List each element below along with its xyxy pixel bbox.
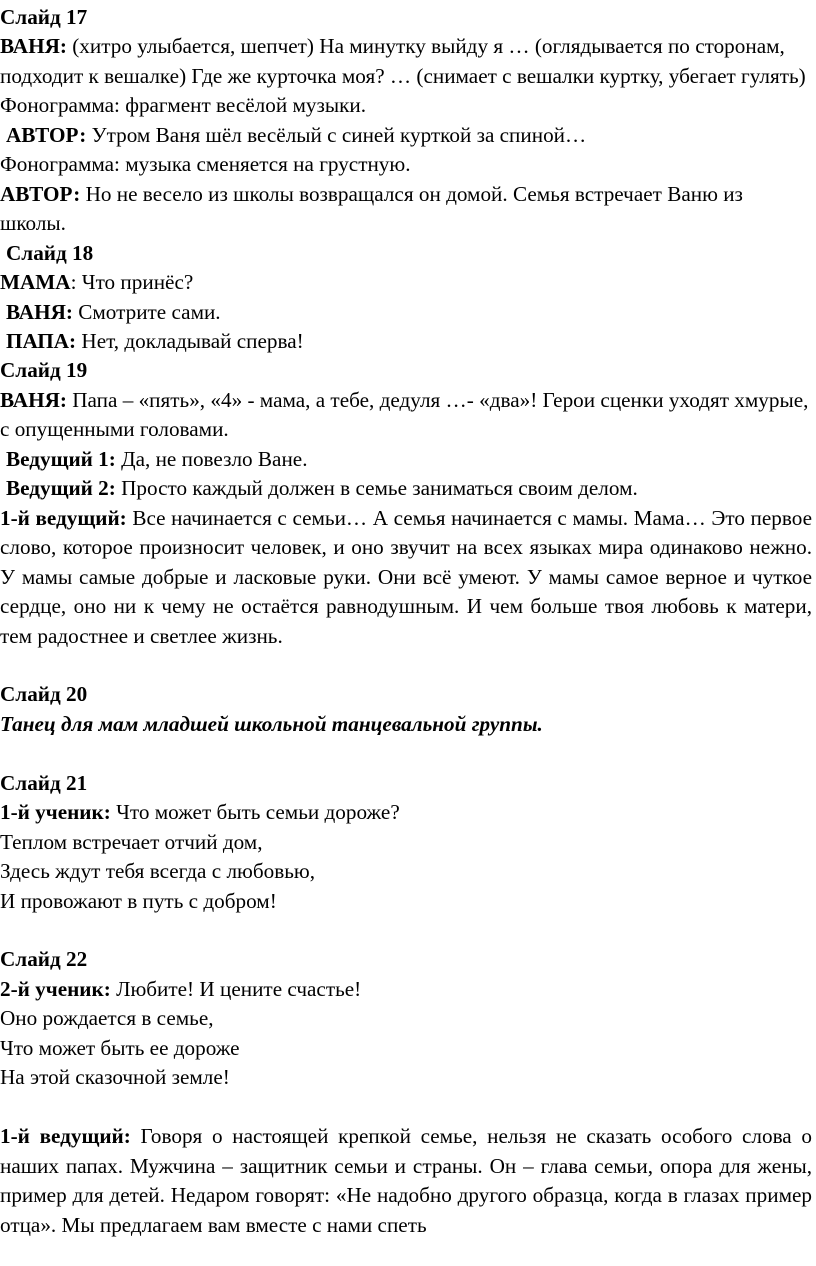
script-line (0, 1034, 812, 1063)
slide-heading-text: Слайд 21 (0, 770, 88, 795)
slide-heading (0, 945, 812, 974)
script-line (0, 327, 812, 356)
line-text: Но не весело из школы возвращался он домой. Семья встречает Ваню из школы. (0, 181, 743, 236)
slide-heading (0, 3, 812, 32)
script-line (0, 268, 812, 297)
line-text: Фонограмма: фрагмент весёлой музыки. (0, 93, 367, 118)
slide-heading (0, 239, 812, 268)
line-text: Папа – «пять», «4» - мама, а тебе, дедуля …- «два»! Герои сценки уходят хмурые, с опущенными головами. (0, 387, 809, 442)
script-line (0, 474, 812, 503)
script-line (0, 1004, 812, 1033)
script-line (0, 1063, 812, 1092)
line-text: Фонограмма: музыка сменяется на грустную. (0, 152, 411, 177)
speaker-label: ВАНЯ: (6, 299, 73, 324)
line-text: Здесь ждут тебя всегда с любовью, (0, 859, 316, 884)
script-line (0, 887, 812, 916)
speaker-label: ПАПА: (6, 328, 77, 353)
speaker-label: АВТОР: (0, 181, 81, 206)
slide-heading (0, 769, 812, 798)
speaker-label: ВАНЯ: (0, 34, 67, 59)
speaker-label: АВТОР: (6, 122, 87, 147)
stage-direction (0, 710, 812, 739)
script-line (0, 828, 812, 857)
stage-direction-text: Танец для мам младшей школьной танцевальной группы. (0, 711, 543, 736)
script-line (0, 857, 812, 886)
slide-heading-text: Слайд 19 (0, 358, 88, 383)
script-line (0, 121, 812, 150)
line-text: : Что принёс? (70, 270, 194, 295)
line-text: Утром Ваня шёл весёлый с синей курткой за спиной… (86, 122, 587, 147)
script-line (0, 798, 812, 827)
speaker-label: Ведущий 1: (6, 446, 116, 471)
line-text: Оно рождается в семье, (0, 1006, 214, 1031)
script-line (0, 504, 812, 651)
script-line (0, 150, 812, 179)
speaker-label: 1-й ученик: (0, 800, 111, 825)
slide-heading-text: Слайд 18 (6, 240, 94, 265)
blank-line (0, 1093, 812, 1122)
line-text: Все начинается с семьи… А семья начинается с мамы. Мама… Это первое слово, которое произносит человек, и оно звучит на всех языках мира одинаково нежно. У мамы самые добрые и ласковые руки. Они всё умеют. У мамы самое верное и чуткое сердце, оно ни к чему не остаётся равнодушным. И чем больше твоя любовь к матери, тем радостнее и светлее жизнь. (0, 505, 812, 648)
line-text: (хитро улыбается, шепчет) На минутку выйду я … (оглядывается по сторонам, подходит к вешалке) Где же курточка моя? … (снимает с вешалки куртку, убегает гулять) (0, 34, 806, 88)
line-text: Что может быть семьи дороже? (110, 800, 400, 825)
line-text: Нет, докладывай сперва! (76, 328, 304, 353)
script-line (0, 298, 812, 327)
speaker-label: 1-й ведущий: (0, 1124, 131, 1149)
script-line (0, 180, 812, 239)
speaker-label: 2-й ученик: (0, 976, 111, 1001)
line-text: И провожают в путь с добром! (0, 888, 277, 913)
slide-heading-text: Слайд 17 (0, 5, 88, 29)
slide-heading-text: Слайд 22 (0, 947, 88, 972)
script-line (0, 975, 812, 1004)
blank-line (0, 651, 812, 680)
speaker-label: 1-й ведущий: (0, 505, 127, 530)
line-text: На этой сказочной земле! (0, 1065, 230, 1090)
script-line (0, 32, 812, 91)
script-line (0, 1122, 812, 1240)
slide-heading (0, 680, 812, 709)
line-text: Говоря о настоящей крепкой семье, нельзя не сказать особого слова о наших папах. Мужчина – защитник семьи и страны. Он – глава семьи, опора для жены, пример для детей. Недаром говорят: «Не надобно другого образца, когда в глазах пример отца». Мы предлагаем вам вместе с нами спеть (0, 1124, 812, 1237)
line-text: Просто каждый должен в семье заниматься своим делом. (115, 476, 638, 501)
script-line (0, 445, 812, 474)
blank-line (0, 739, 812, 768)
speaker-label: МАМА (0, 270, 71, 295)
blank-line (0, 916, 812, 945)
line-text: Любите! И цените счастье! (110, 976, 362, 1001)
line-text: Теплом встречает отчий дом, (0, 829, 263, 854)
script-line (0, 386, 812, 445)
line-text: Да, не повезло Ване. (115, 446, 308, 471)
slide-heading-text: Слайд 20 (0, 682, 88, 707)
speaker-label: Ведущий 2: (6, 476, 116, 501)
line-text: Смотрите сами. (72, 299, 221, 324)
script-line (0, 91, 812, 120)
speaker-label: ВАНЯ: (0, 387, 67, 412)
line-text: Что может быть ее дороже (0, 1035, 240, 1060)
slide-heading (0, 356, 812, 385)
